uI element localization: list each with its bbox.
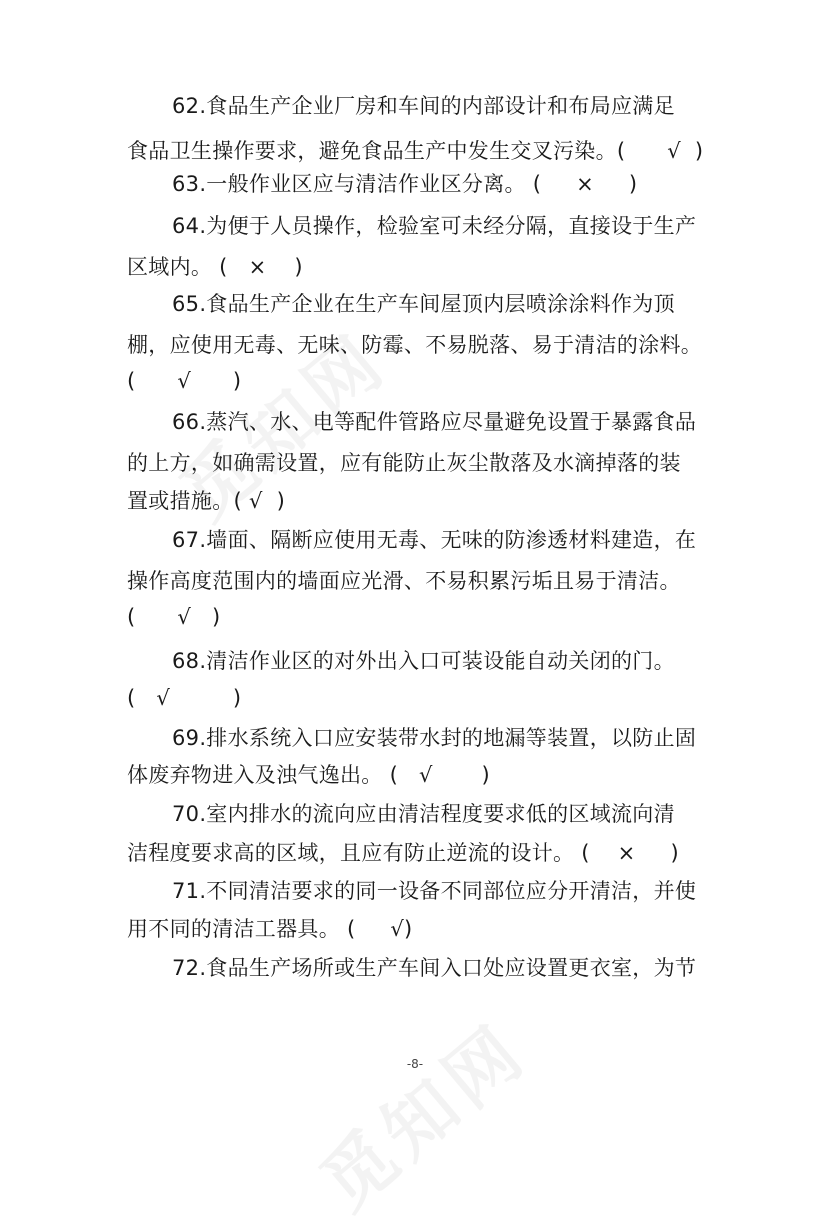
question-line: 洁程度要求高的区域，且应有防止逆流的设计。 ( × ) <box>127 841 679 865</box>
question-line: ( √ ) <box>127 369 242 393</box>
question-line: 62.食品生产企业厂房和车间的内部设计和布局应满足 <box>172 94 675 118</box>
question-line: 的上方，如确需设置，应有能防止灰尘散落及水滴掉落的装 <box>127 451 681 475</box>
question-line: 体废弃物进入及浊气逸出。 ( √ ) <box>127 763 490 787</box>
question-line: 食品卫生操作要求，避免食品生产中发生交叉污染。( √ ) <box>127 139 704 163</box>
question-line: 70.室内排水的流向应由清洁程度要求低的区域流向清 <box>172 802 675 826</box>
question-line: 72.食品生产场所或生产车间入口处应设置更衣室，为节 <box>172 956 697 980</box>
question-line: 66.蒸汽、水、电等配件管路应尽量避免设置于暴露食品 <box>172 410 697 434</box>
question-line: 操作高度范围内的墙面应光滑、不易积累污垢且易于清洁。 <box>127 569 681 593</box>
question-line: ( √ ) <box>127 686 242 710</box>
question-line: 71.不同清洁要求的同一设备不同部位应分开清洁，并使 <box>172 879 697 903</box>
question-line: 置或措施。( √ ) <box>127 489 286 513</box>
watermark-stamp <box>295 995 546 1229</box>
question-line: 64.为便于人员操作，检验室可未经分隔，直接设于生产 <box>172 214 697 238</box>
question-line: 68.清洁作业区的对外出入口可装设能自动关闭的门。 <box>172 649 675 673</box>
page-number: -8- <box>406 1057 424 1071</box>
question-line: 区域内。 ( × ) <box>127 255 303 279</box>
question-line: 用不同的清洁工器具。 ( √) <box>127 917 413 941</box>
question-line: 69.排水系统入口应安装带水封的地漏等装置，以防止固 <box>172 726 697 750</box>
question-line: 棚，应使用无毒、无味、防霉、不易脱落、易于清洁的涂料。 <box>127 333 703 357</box>
question-line: 63.一般作业区应与清洁作业区分离。 ( × ) <box>172 172 638 196</box>
question-line: 67.墙面、隔断应使用无毒、无味的防渗透材料建造，在 <box>172 528 697 552</box>
question-line: ( √ ) <box>127 605 221 629</box>
question-line: 65.食品生产企业在生产车间屋顶内层喷涂涂料作为顶 <box>172 292 675 316</box>
